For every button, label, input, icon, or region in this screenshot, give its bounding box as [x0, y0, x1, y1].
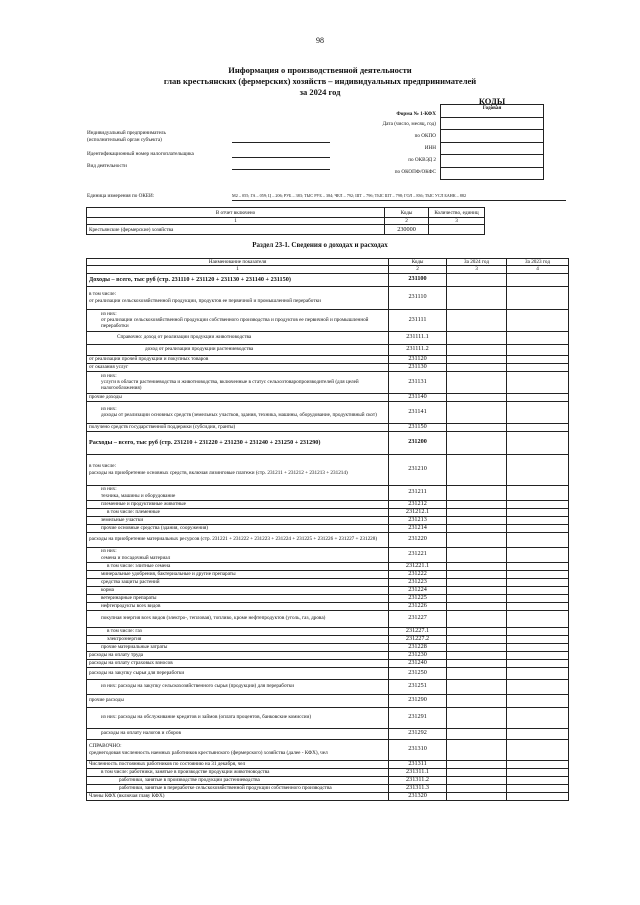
row-value-2024[interactable]: [447, 694, 507, 707]
report-num-3: 3: [429, 218, 485, 225]
row-value-2023[interactable]: [507, 768, 569, 776]
row-value-2024[interactable]: [447, 309, 507, 331]
table-row: [87, 667, 569, 679]
row-code: 231250: [389, 667, 447, 679]
row-name: из них: техника, машины и оборудование: [87, 485, 389, 500]
row-value-2024[interactable]: [447, 659, 507, 667]
row-code: 231224: [389, 586, 447, 594]
row-value-2023[interactable]: [507, 659, 569, 667]
row-value-2023[interactable]: [507, 371, 569, 393]
row-value-2023[interactable]: [507, 667, 569, 679]
row-name: СПРАВОЧНО: среднегодовая численность наемных работников крестьянского (фермерского) хозяйства (далее - КФХ), чел: [87, 739, 389, 760]
row-code: 231211: [389, 485, 447, 500]
entrepreneur-sublabel: (исполнительный орган субъекта): [87, 137, 162, 143]
activity-field[interactable]: [232, 169, 330, 170]
row-value-2024[interactable]: [447, 784, 507, 792]
row-code: 231225: [389, 594, 447, 602]
row-code: 231140: [389, 393, 447, 401]
row-name: нефтепродукты всех видов: [87, 602, 389, 610]
row-value-2023[interactable]: [507, 532, 569, 547]
row-value-2024[interactable]: [447, 594, 507, 602]
row-name: работники, занятые в производстве продукции растениеводства: [87, 776, 389, 784]
row-value-2023[interactable]: [507, 594, 569, 602]
row-value-2024[interactable]: [447, 651, 507, 659]
row-name: земельные участки: [87, 516, 389, 524]
row-value-2023[interactable]: [507, 651, 569, 659]
row-code: 231311.1: [389, 768, 447, 776]
main-num-4: 4: [507, 266, 569, 273]
row-code: 231120: [389, 355, 447, 363]
main-header-2023: За 2023 год: [507, 259, 569, 266]
table-row: [87, 508, 569, 516]
row-value-2024[interactable]: [447, 363, 507, 371]
row-value-2023[interactable]: [507, 500, 569, 508]
report-header-included: В отчет включено: [87, 208, 385, 218]
row-value-2024[interactable]: [447, 454, 507, 485]
row-value-2024[interactable]: [447, 485, 507, 500]
table-row: [87, 643, 569, 651]
main-header-codes: Коды: [389, 259, 447, 266]
form-value-cell: Годовая: [441, 105, 544, 118]
row-name: племенные и продуктивные животные: [87, 500, 389, 508]
row-name: работники, занятые в переработке сельскохозяйственной продукции собственного производства: [87, 784, 389, 792]
row-value-2024[interactable]: [447, 273, 507, 286]
inn-label: ИНН: [424, 145, 436, 151]
row-value-2023[interactable]: [507, 508, 569, 516]
row-value-2023[interactable]: [507, 570, 569, 578]
row-value-2024[interactable]: [447, 532, 507, 547]
row-value-2024[interactable]: [447, 562, 507, 570]
codes-heading: КОДЫ: [478, 96, 506, 106]
table-row: [87, 371, 569, 393]
row-code: 231100: [389, 273, 447, 286]
row-name: в том числе: газ: [87, 627, 389, 635]
row-name: расходы на оплату страховых взносов: [87, 659, 389, 667]
row-code: 231221.1: [389, 562, 447, 570]
row-code: 231251: [389, 679, 447, 694]
row-code: 231213: [389, 516, 447, 524]
row-code: 231291: [389, 707, 447, 728]
taxpayer-field[interactable]: [232, 157, 330, 158]
row-name: расходы на приобретение материальных ресурсов (стр. 231221 + 231222 + 231223 + 231224 + 231225 + 231226 + 231227 + 231228): [87, 532, 389, 547]
row-code: 231310: [389, 739, 447, 760]
table-row: [87, 651, 569, 659]
row-value-2024[interactable]: [447, 610, 507, 627]
activity-label: Вид деятельности: [87, 163, 127, 169]
row-value-2023[interactable]: [507, 524, 569, 532]
row-value-2023[interactable]: [507, 578, 569, 586]
row-code: 231110: [389, 286, 447, 309]
row-value-2023[interactable]: [507, 423, 569, 431]
report-header-count: Количество, единиц: [429, 208, 485, 218]
row-name: Доходы – всего, тыс руб (стр. 231110 + 231120 + 231130 + 231140 + 231150): [87, 273, 389, 286]
row-value-2023[interactable]: [507, 679, 569, 694]
report-num-1: 1: [87, 218, 385, 225]
row-code: 231111.1: [389, 331, 447, 344]
row-name: от реализации прочей продукции и покупных товаров: [87, 355, 389, 363]
row-value-2023[interactable]: [507, 454, 569, 485]
report-num-2: 2: [385, 218, 429, 225]
report-table: [86, 207, 485, 235]
row-code: 231220: [389, 532, 447, 547]
table-row: [87, 570, 569, 578]
main-num-1: 1: [87, 266, 389, 273]
row-value-2024[interactable]: [447, 500, 507, 508]
row-value-2024[interactable]: [447, 667, 507, 679]
row-value-2023[interactable]: [507, 739, 569, 760]
row-code: 231141: [389, 401, 447, 423]
row-name: средства защиты растений: [87, 578, 389, 586]
row-value-2024[interactable]: [447, 643, 507, 651]
row-name: Расходы – всего, тыс руб (стр. 231210 + 231220 + 231230 + 231240 + 231250 + 231290): [87, 431, 389, 454]
row-name: расходы на оплату труда: [87, 651, 389, 659]
row-value-2024[interactable]: [447, 570, 507, 578]
row-value-2023[interactable]: [507, 344, 569, 355]
main-num-3: 3: [447, 266, 507, 273]
row-name: Члены КФХ (включая главу КФХ): [87, 792, 389, 800]
row-code: 231311.3: [389, 784, 447, 792]
doc-title-line2: глав крестьянских (фермерских) хозяйств – индивидуальных предпринимателей: [163, 76, 477, 86]
table-row: [87, 516, 569, 524]
row-code: 231212: [389, 500, 447, 508]
row-name: прочие доходы: [87, 393, 389, 401]
table-row: [87, 776, 569, 784]
row-name: из них: доходы от реализации основных средств (земельных участков, здания, техника, машины, оборудование, продуктивный скот): [87, 401, 389, 423]
table-row: [87, 586, 569, 594]
table-row: [87, 562, 569, 570]
row-code: 231130: [389, 363, 447, 371]
row-name: расходы на закупку сырья для переработки: [87, 667, 389, 679]
row-name: получено средств государственной поддержки (субсидии, гранты): [87, 423, 389, 431]
table-row: [87, 524, 569, 532]
row-code: 231212.1: [389, 508, 447, 516]
row-name: прочие материальные затраты: [87, 643, 389, 651]
row-value-2023[interactable]: [507, 393, 569, 401]
row-code: 231200: [389, 431, 447, 454]
row-code: 231111.2: [389, 344, 447, 355]
okved-cell[interactable]: [441, 155, 544, 168]
report-row-code: 230000: [385, 225, 429, 235]
okved-label: по ОКВЭД 2: [408, 157, 436, 163]
row-value-2024[interactable]: [447, 792, 507, 800]
row-code: 231150: [389, 423, 447, 431]
table-row: [87, 363, 569, 371]
row-code: 231290: [389, 694, 447, 707]
row-value-2023[interactable]: [507, 516, 569, 524]
main-num-2: 2: [389, 266, 447, 273]
row-value-2024[interactable]: [447, 586, 507, 594]
table-row: [87, 659, 569, 667]
row-value-2023[interactable]: [507, 635, 569, 643]
table-row: [87, 485, 569, 500]
row-value-2023[interactable]: [507, 776, 569, 784]
row-code: 231228: [389, 643, 447, 651]
row-value-2023[interactable]: [507, 286, 569, 309]
row-code: 231214: [389, 524, 447, 532]
entrepreneur-label: Индивидуальный предприниматель: [87, 130, 166, 136]
row-code: 231240: [389, 659, 447, 667]
table-row: [87, 401, 569, 423]
date-label: Дата (число, месяц, год): [382, 121, 436, 127]
table-row: [87, 532, 569, 547]
row-value-2023[interactable]: [507, 728, 569, 739]
row-name: расходы на оплату налогов и сборов: [87, 728, 389, 739]
row-value-2024[interactable]: [447, 679, 507, 694]
row-value-2024[interactable]: [447, 431, 507, 454]
row-code: 231227.2: [389, 635, 447, 643]
table-row: [87, 792, 569, 800]
table-row: [87, 431, 569, 454]
date-cell[interactable]: [441, 117, 544, 130]
units-value: М2 – 055; ГА – 059; Ц – 206; РУБ – 383; ТЫС РУБ – 384; ЧЕЛ – 792; ШТ – 796; ТЫС ШТ – 798; ГОЛ – 836; ТЫС УСЛ БАНК – 882: [232, 193, 467, 198]
table-row: [87, 578, 569, 586]
row-name: минеральные удобрения, бактериальные и другие препараты: [87, 570, 389, 578]
row-value-2023[interactable]: [507, 602, 569, 610]
row-value-2023[interactable]: [507, 401, 569, 423]
row-value-2024[interactable]: [447, 508, 507, 516]
row-code: 231111: [389, 309, 447, 331]
row-value-2023[interactable]: [507, 562, 569, 570]
table-row: [87, 273, 569, 286]
row-value-2024[interactable]: [447, 635, 507, 643]
row-name: прочие расходы: [87, 694, 389, 707]
row-code: 231222: [389, 570, 447, 578]
row-name: в том числе: от реализации сельскохозяйственной продукции, продуктов ее первичной и промышленной переработки: [87, 286, 389, 309]
report-row-count[interactable]: [429, 225, 485, 235]
row-code: 231131: [389, 371, 447, 393]
table-row: [87, 423, 569, 431]
row-value-2024[interactable]: [447, 547, 507, 562]
row-name: покупная энергия всех видов (электро-, тепловая), топливо, кроме нефтепродуктов (уголь, газ, дрова): [87, 610, 389, 627]
table-row: [87, 635, 569, 643]
table-row: [87, 679, 569, 694]
row-value-2023[interactable]: [507, 627, 569, 635]
row-name: из них: расходы на закупку сельскохозяйственного сырья (продукции) для переработки: [87, 679, 389, 694]
okpo-label: по ОКПО: [414, 133, 436, 139]
row-name: от оказания услуг: [87, 363, 389, 371]
row-code: 231226: [389, 602, 447, 610]
table-row: [87, 768, 569, 776]
income-expenses-table: [86, 258, 569, 801]
row-name: из них: от реализации сельскохозяйственной продукции собственного производства и продуктов ее первичной и промышленной переработки: [87, 309, 389, 331]
row-value-2023[interactable]: [507, 707, 569, 728]
table-row: [87, 547, 569, 562]
row-value-2024[interactable]: [447, 524, 507, 532]
table-row: [87, 454, 569, 485]
row-name: ветеринарные препараты: [87, 594, 389, 602]
row-name: Справочно: доход от реализации продукции животноводства: [87, 331, 389, 344]
table-row: [87, 627, 569, 635]
row-code: 231210: [389, 454, 447, 485]
row-value-2023[interactable]: [507, 643, 569, 651]
main-header-name: Наименование показателя: [87, 259, 389, 266]
table-row: [87, 344, 569, 355]
row-name: Численность постоянных работников по состоянию на 31 декабря, чел: [87, 760, 389, 768]
row-value-2023[interactable]: [507, 355, 569, 363]
row-name: корма: [87, 586, 389, 594]
row-value-2023[interactable]: [507, 610, 569, 627]
row-value-2023[interactable]: [507, 331, 569, 344]
row-value-2023[interactable]: [507, 363, 569, 371]
row-value-2024[interactable]: [447, 516, 507, 524]
okopf-label: по ОКОПФ/ОКФС: [394, 169, 436, 175]
row-name: в том числе: расходы на приобретение основных средств, включая лизинговые платежи (стр. 231211 + 231212 + 231213 + 231214): [87, 454, 389, 485]
row-code: 231320: [389, 792, 447, 800]
row-name: из них: расходы на обслуживание кредитов и займов (оплата процентов, банковские комиссии): [87, 707, 389, 728]
doc-title-line1: Информация о производственной деятельности: [228, 65, 412, 75]
row-value-2024[interactable]: [447, 286, 507, 309]
units-label: Единица измерения по ОКЕИ:: [87, 193, 155, 199]
inn-cell[interactable]: [441, 142, 544, 155]
table-row: [87, 694, 569, 707]
row-value-2024[interactable]: [447, 728, 507, 739]
table-row: [87, 784, 569, 792]
table-row: [87, 602, 569, 610]
row-value-2023[interactable]: [507, 485, 569, 500]
row-value-2024[interactable]: [447, 371, 507, 393]
table-row: [87, 610, 569, 627]
row-value-2024[interactable]: [447, 739, 507, 760]
row-code: 231311: [389, 760, 447, 768]
row-code: 231227.1: [389, 627, 447, 635]
okpo-cell[interactable]: [441, 130, 544, 143]
row-value-2023[interactable]: [507, 547, 569, 562]
row-value-2024[interactable]: [447, 578, 507, 586]
row-value-2023[interactable]: [507, 586, 569, 594]
main-header-2024: За 2024 год: [447, 259, 507, 266]
row-value-2024[interactable]: [447, 423, 507, 431]
row-value-2024[interactable]: [447, 331, 507, 344]
row-name: в том числе: работники, занятые в производстве продукции животноводства: [87, 768, 389, 776]
row-name: из них: семена и посадочный материал: [87, 547, 389, 562]
row-code: 231230: [389, 651, 447, 659]
row-code: 231227: [389, 610, 447, 627]
row-value-2023[interactable]: [507, 784, 569, 792]
row-name: доход от реализации продукции растениеводства: [87, 344, 389, 355]
table-row: [87, 739, 569, 760]
taxpayer-label: Идентификационный номер налогоплательщика: [87, 151, 194, 157]
row-value-2023[interactable]: [507, 694, 569, 707]
report-header-codes: Коды: [385, 208, 429, 218]
report-row-name: Крестьянские (фермерские) хозяйства: [87, 225, 385, 235]
table-row: [87, 355, 569, 363]
table-row: [87, 286, 569, 309]
table-row: [87, 594, 569, 602]
row-value-2023[interactable]: [507, 273, 569, 286]
row-value-2024[interactable]: [447, 344, 507, 355]
row-value-2023[interactable]: [507, 431, 569, 454]
form-codes-table: [440, 104, 544, 180]
row-code: 231221: [389, 547, 447, 562]
row-value-2024[interactable]: [447, 401, 507, 423]
row-value-2024[interactable]: [447, 393, 507, 401]
table-row: [87, 760, 569, 768]
table-row: [87, 500, 569, 508]
row-name: в том числе: элитные семена: [87, 562, 389, 570]
page-number: 98: [316, 36, 324, 45]
table-row: [87, 309, 569, 331]
row-value-2024[interactable]: [447, 760, 507, 768]
row-name: из них: услуги в области растениеводства и животноводства, включенные в статус сельхозтоваропроизводителей (для целей налогообложения): [87, 371, 389, 393]
row-value-2024[interactable]: [447, 776, 507, 784]
table-row: [87, 728, 569, 739]
units-underline: [232, 200, 566, 201]
row-name: электроэнергия: [87, 635, 389, 643]
row-code: 231311.2: [389, 776, 447, 784]
form-number-label: Форма № 1-КФХ: [396, 111, 436, 117]
entrepreneur-field[interactable]: [232, 142, 330, 143]
row-value-2023[interactable]: [507, 760, 569, 768]
row-value-2024[interactable]: [447, 355, 507, 363]
table-row: [87, 393, 569, 401]
row-value-2023[interactable]: [507, 309, 569, 331]
row-name: в том числе: племенные: [87, 508, 389, 516]
row-value-2024[interactable]: [447, 707, 507, 728]
doc-title-line3: за 2024 год: [299, 87, 341, 97]
row-code: 231223: [389, 578, 447, 586]
okopf-cell[interactable]: [441, 167, 544, 180]
row-value-2023[interactable]: [507, 792, 569, 800]
row-value-2024[interactable]: [447, 627, 507, 635]
row-name: прочие основные средства (здания, сооружения): [87, 524, 389, 532]
table-row: [87, 707, 569, 728]
row-value-2024[interactable]: [447, 602, 507, 610]
section-title: Раздел 23-1. Сведения о доходах и расходах: [252, 241, 388, 249]
table-row: [87, 331, 569, 344]
row-value-2024[interactable]: [447, 768, 507, 776]
row-code: 231292: [389, 728, 447, 739]
